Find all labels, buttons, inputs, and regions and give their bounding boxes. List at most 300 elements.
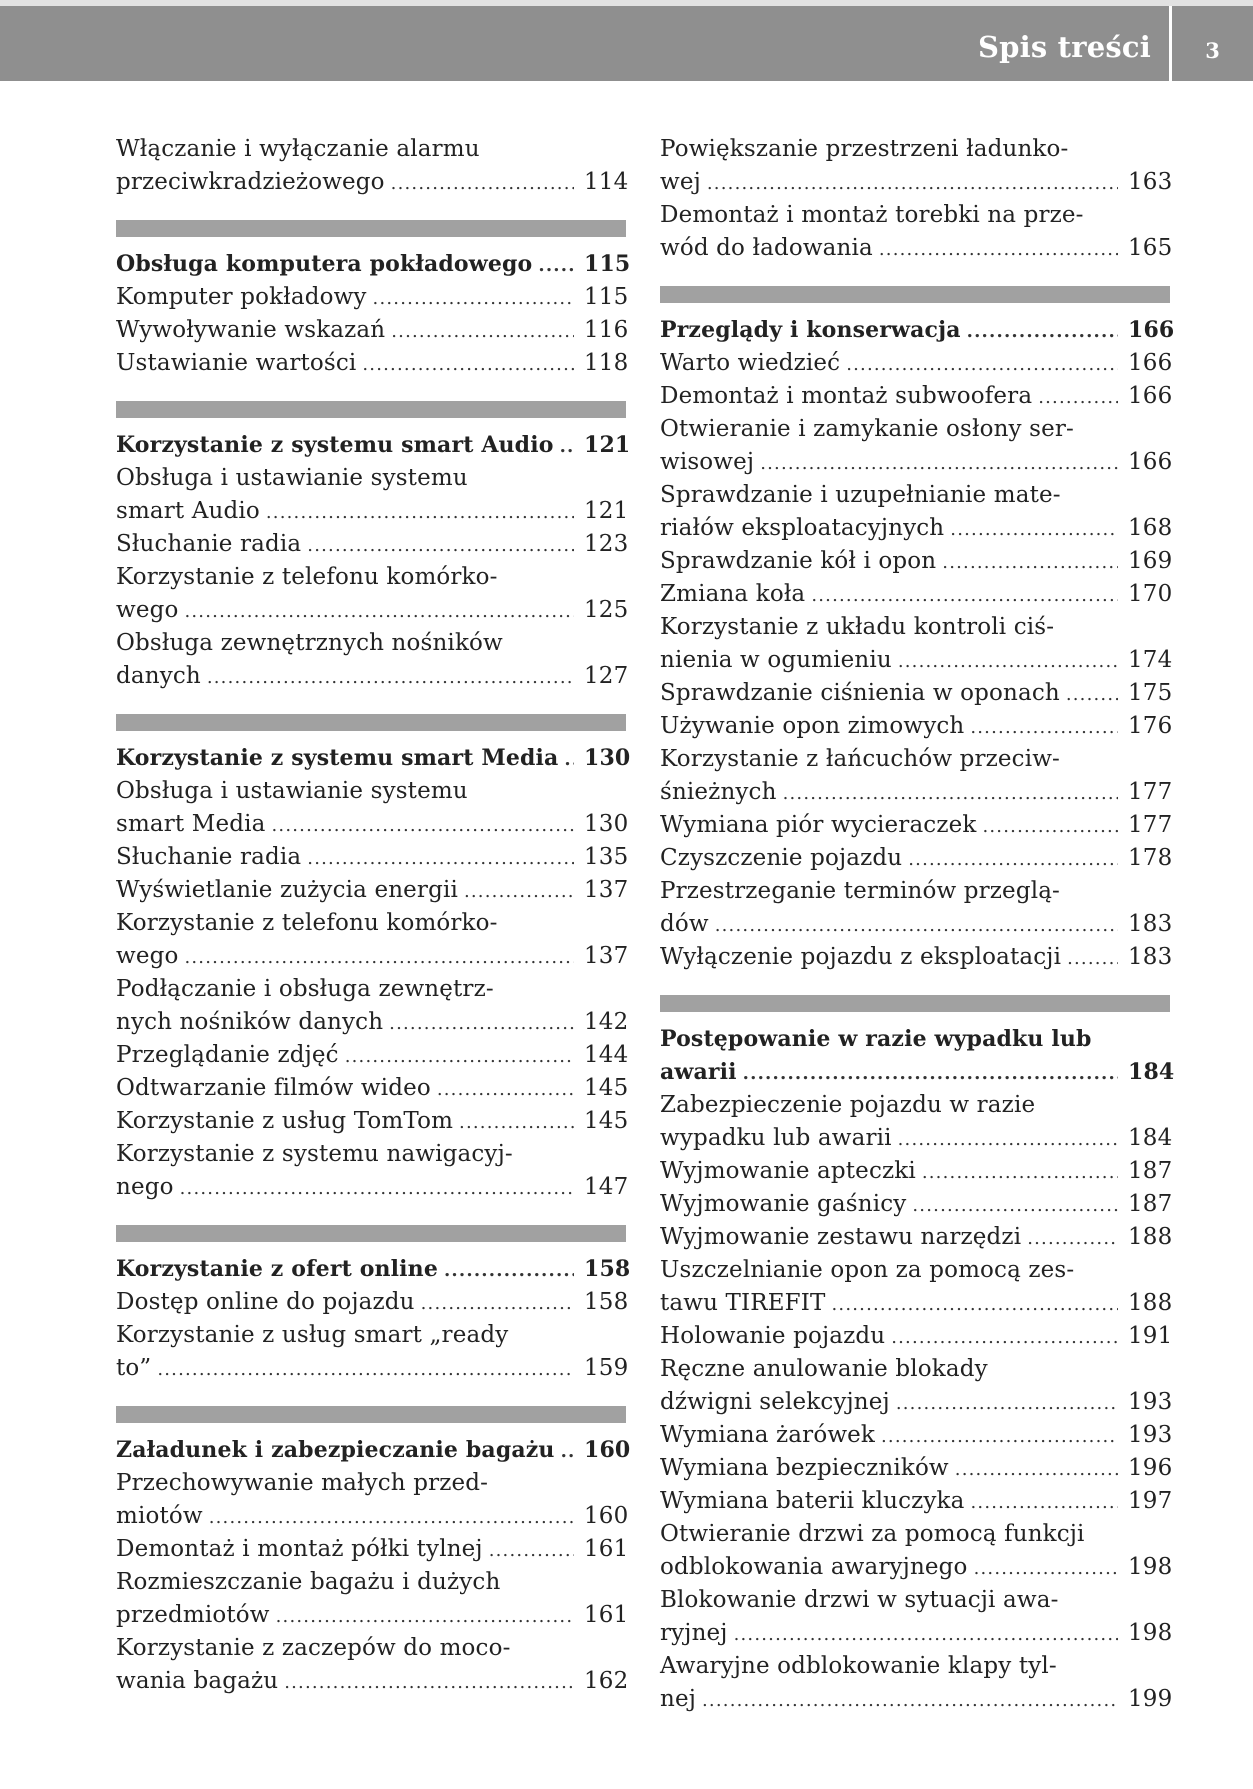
toc-entry-text: Odtwarzanie filmów wideo xyxy=(116,1075,431,1101)
toc-entry-text: Czyszczenie pojazdu xyxy=(660,845,903,871)
toc-section-heading[interactable] xyxy=(660,314,1175,347)
toc-entry-text: Zabezpieczenie pojazdu w razie xyxy=(660,1092,1036,1118)
toc-page-number: 188 xyxy=(1128,1224,1173,1250)
dot-leader xyxy=(760,447,1118,480)
dot-leader xyxy=(1066,678,1118,711)
toc-entry[interactable] xyxy=(660,1551,1173,1584)
dot-leader xyxy=(389,1007,574,1040)
toc-entry[interactable] xyxy=(116,627,626,660)
toc-entry[interactable] xyxy=(660,347,1173,380)
toc-page-number: 118 xyxy=(584,350,629,376)
toc-entry-text: wania bagażu xyxy=(116,1668,279,1694)
toc-page-number: 166 xyxy=(1128,317,1175,343)
toc-page-number: 115 xyxy=(584,251,631,277)
toc-section-heading[interactable] xyxy=(660,1056,1175,1089)
toc-entry-text: wego xyxy=(116,597,179,623)
toc-page-number: 127 xyxy=(584,663,629,689)
toc-entry[interactable] xyxy=(116,166,629,199)
toc-page-number: 187 xyxy=(1128,1191,1173,1217)
toc-entry-text: Blokowanie drzwi w sytuacji awa- xyxy=(660,1587,1059,1613)
toc-page-number: 159 xyxy=(584,1355,629,1381)
toc-page-number: 145 xyxy=(584,1108,629,1134)
toc-page-number: 137 xyxy=(584,943,629,969)
dot-leader xyxy=(444,1254,574,1287)
toc-entry-text: Demontaż i montaż subwoofera xyxy=(660,383,1033,409)
dot-leader xyxy=(391,167,574,200)
toc-entry[interactable] xyxy=(116,1533,629,1566)
toc-entry-text: Korzystanie z usług TomTom xyxy=(116,1108,454,1134)
toc-entry-text: Otwieranie i zamykanie osłony ser- xyxy=(660,416,1074,442)
toc-page-number: 193 xyxy=(1128,1389,1173,1415)
toc-page-number: 121 xyxy=(584,498,629,524)
toc-entry-text: Korzystanie z systemu smart Media xyxy=(116,745,559,771)
dot-leader xyxy=(209,1501,574,1534)
page-header xyxy=(0,6,1253,81)
section-separator-bar xyxy=(116,1225,626,1242)
toc-entry[interactable] xyxy=(116,1566,626,1599)
toc-section xyxy=(116,133,629,199)
toc-page-number: 184 xyxy=(1128,1125,1173,1151)
toc-section xyxy=(116,401,631,693)
toc-page-number: 177 xyxy=(1128,812,1173,838)
toc-entry-text: Sprawdzanie kół i opon xyxy=(660,548,937,574)
toc-section-heading[interactable] xyxy=(116,1253,631,1286)
dot-leader xyxy=(846,348,1118,381)
dot-leader xyxy=(266,496,574,529)
dot-leader xyxy=(707,167,1118,200)
toc-page-number: 125 xyxy=(584,597,629,623)
toc-page-number: 121 xyxy=(584,432,631,458)
toc-column-left xyxy=(116,133,631,1698)
dot-leader xyxy=(271,809,574,842)
toc-entry-text: przedmiotów xyxy=(116,1602,270,1628)
toc-entry[interactable] xyxy=(660,1155,1173,1188)
toc-entry[interactable] xyxy=(116,1599,629,1632)
dot-leader xyxy=(157,1353,574,1386)
dot-leader xyxy=(891,1321,1118,1354)
page-number: 3 xyxy=(1205,38,1220,63)
dot-leader xyxy=(489,1534,574,1567)
toc-entry[interactable] xyxy=(660,1452,1173,1485)
toc-entry-text: Przechowywanie małych przed- xyxy=(116,1470,489,1496)
toc-entry[interactable] xyxy=(116,1665,629,1698)
dot-leader xyxy=(955,1453,1118,1486)
toc-entry-text: riałów eksploatacyjnych xyxy=(660,515,945,541)
toc-entry-text: nych nośników danych xyxy=(116,1009,384,1035)
toc-entry-text: Korzystanie z telefonu komórko- xyxy=(116,910,498,936)
dot-leader xyxy=(1038,381,1118,414)
toc-entry-text: Podłączanie i obsługa zewnętrz- xyxy=(116,976,494,1002)
toc-section-heading[interactable] xyxy=(116,742,631,775)
toc-entry-text: dźwigni selekcyjnej xyxy=(660,1389,890,1415)
toc-entry[interactable] xyxy=(660,1683,1173,1716)
dot-leader xyxy=(898,645,1118,678)
toc-entry-text: Demontaż i montaż półki tylnej xyxy=(116,1536,483,1562)
toc-entry[interactable] xyxy=(660,1320,1173,1353)
section-separator-bar xyxy=(660,995,1170,1012)
toc-entry[interactable] xyxy=(660,380,1173,413)
toc-entry[interactable] xyxy=(660,842,1173,875)
toc-entry-text: Wyjmowanie gaśnicy xyxy=(660,1191,907,1217)
toc-entry-text: awarii xyxy=(660,1059,737,1085)
dot-leader xyxy=(362,348,574,381)
toc-page-number: 123 xyxy=(584,531,629,557)
toc-entry[interactable] xyxy=(116,841,629,874)
toc-entry[interactable] xyxy=(116,660,629,693)
dot-leader xyxy=(970,711,1118,744)
toc-entry-text: nienia w ogumieniu xyxy=(660,647,892,673)
toc-entry-text: Obsługa i ustawianie systemu xyxy=(116,465,468,491)
toc-page-number: 166 xyxy=(1128,449,1173,475)
toc-entry[interactable] xyxy=(660,413,1170,446)
dot-leader xyxy=(207,661,574,694)
toc-page-number: 144 xyxy=(584,1042,629,1068)
toc-entry-text: Ustawianie wartości xyxy=(116,350,357,376)
toc-entry[interactable] xyxy=(660,1287,1173,1320)
toc-entry[interactable] xyxy=(660,611,1170,644)
toc-entry[interactable] xyxy=(116,1352,629,1385)
toc-entry[interactable] xyxy=(660,908,1173,941)
toc-page-number: 176 xyxy=(1128,713,1173,739)
toc-section xyxy=(660,995,1175,1716)
toc-entry-text: to” xyxy=(116,1355,152,1381)
dot-leader xyxy=(1067,942,1118,975)
toc-page-number: 160 xyxy=(584,1437,631,1463)
toc-page-number: 115 xyxy=(584,284,629,310)
toc-entry-text: danych xyxy=(116,663,201,689)
toc-entry[interactable] xyxy=(660,1617,1173,1650)
toc-page-number: 114 xyxy=(584,169,629,195)
toc-page-number: 193 xyxy=(1128,1422,1173,1448)
dot-leader xyxy=(908,843,1118,876)
toc-page-number: 162 xyxy=(584,1668,629,1694)
dot-leader xyxy=(564,743,574,776)
dot-leader xyxy=(783,777,1118,810)
toc-page-number: 198 xyxy=(1128,1554,1173,1580)
toc-page-number: 169 xyxy=(1128,548,1173,574)
toc-entry[interactable] xyxy=(660,1650,1170,1683)
toc-page-number: 178 xyxy=(1128,845,1173,871)
toc-entry[interactable] xyxy=(660,875,1170,908)
toc-section-heading[interactable] xyxy=(116,1434,631,1467)
dot-leader xyxy=(831,1288,1118,1321)
dot-leader xyxy=(811,579,1118,612)
toc-entry[interactable] xyxy=(660,644,1173,677)
dot-leader xyxy=(881,1420,1118,1453)
toc-entry[interactable] xyxy=(116,1286,629,1319)
toc-section xyxy=(660,286,1175,974)
toc-entry-text: Obsługa i ustawianie systemu xyxy=(116,778,468,804)
dot-leader xyxy=(284,1666,574,1699)
toc-section-heading[interactable] xyxy=(116,429,631,462)
toc-entry[interactable] xyxy=(116,1500,629,1533)
toc-entry[interactable] xyxy=(116,1072,629,1105)
toc-entry-text: Korzystanie z zaczepów do moco- xyxy=(116,1635,511,1661)
toc-entry-text: Wyświetlanie zużycia energii xyxy=(116,877,458,903)
toc-entry-text: przeciwkradzieżowego xyxy=(116,169,385,195)
toc-entry-text: ryjnej xyxy=(660,1620,728,1646)
toc-page-number: 147 xyxy=(584,1174,629,1200)
dot-leader xyxy=(898,1123,1118,1156)
dot-leader xyxy=(942,546,1118,579)
dot-leader xyxy=(715,909,1118,942)
toc-entry[interactable] xyxy=(660,578,1173,611)
toc-entry[interactable] xyxy=(660,1419,1173,1452)
dot-leader xyxy=(561,1435,574,1468)
toc-page-number: 199 xyxy=(1128,1686,1173,1712)
toc-section xyxy=(116,1225,631,1385)
section-separator-bar xyxy=(660,286,1170,303)
toc-entry-text: Awaryjne odblokowanie klapy tyl- xyxy=(660,1653,1057,1679)
toc-entry[interactable] xyxy=(116,1105,629,1138)
toc-page-number: 166 xyxy=(1128,383,1173,409)
section-separator-bar xyxy=(116,220,626,237)
toc-entry-text: Wyjmowanie apteczki xyxy=(660,1158,916,1184)
toc-section-heading[interactable] xyxy=(660,1023,1170,1056)
toc-entry[interactable] xyxy=(116,1632,626,1665)
dot-leader xyxy=(184,595,574,628)
toc-entry-text: smart Audio xyxy=(116,498,260,524)
dot-leader xyxy=(373,282,574,315)
toc-page-number: 116 xyxy=(584,317,629,343)
toc-entry-text: tawu TIREFIT xyxy=(660,1290,826,1316)
toc-entry[interactable] xyxy=(116,940,629,973)
dot-leader xyxy=(184,941,574,974)
toc-entry-text: Obsługa zewnętrznych nośników xyxy=(116,630,503,656)
dot-leader xyxy=(982,810,1118,843)
toc-page-number: 158 xyxy=(584,1256,631,1282)
section-separator-bar xyxy=(116,1406,626,1423)
toc-entry[interactable] xyxy=(660,479,1170,512)
toc-entry[interactable] xyxy=(116,775,626,808)
toc-entry-text: Słuchanie radia xyxy=(116,844,302,870)
toc-page-number: 137 xyxy=(584,877,629,903)
toc-entry[interactable] xyxy=(660,1485,1173,1518)
toc-entry-text: Korzystanie z układu kontroli ciś- xyxy=(660,614,1055,640)
dot-leader xyxy=(391,315,574,348)
toc-entry-text: Dostęp online do pojazdu xyxy=(116,1289,415,1315)
toc-entry[interactable] xyxy=(116,347,629,380)
toc-section xyxy=(116,220,631,380)
dot-leader xyxy=(180,1172,574,1205)
toc-entry-text: Wymiana baterii kluczyka xyxy=(660,1488,965,1514)
toc-entry-text: Przeglądy i konserwacja xyxy=(660,317,961,343)
toc-entry[interactable] xyxy=(116,808,629,841)
toc-entry-text: Przestrzeganie terminów przeglą- xyxy=(660,878,1060,904)
toc-entry-text: Uszczelnianie opon za pomocą zes- xyxy=(660,1257,1075,1283)
toc-entry-text: Obsługa komputera pokładowego xyxy=(116,251,533,277)
toc-entry[interactable] xyxy=(660,1353,1170,1386)
toc-entry-text: Załadunek i zabezpieczanie bagażu xyxy=(116,1437,555,1463)
toc-entry-text: Sprawdzanie i uzupełnianie mate- xyxy=(660,482,1061,508)
toc-entry[interactable] xyxy=(116,907,626,940)
toc-page-number: 187 xyxy=(1128,1158,1173,1184)
toc-page-number: 145 xyxy=(584,1075,629,1101)
toc-entry[interactable] xyxy=(116,1138,626,1171)
toc-entry[interactable] xyxy=(116,561,626,594)
toc-page-number: 197 xyxy=(1128,1488,1173,1514)
toc-entry-text: smart Media xyxy=(116,811,266,837)
toc-page-number: 135 xyxy=(584,844,629,870)
toc-page-number: 142 xyxy=(584,1009,629,1035)
dot-leader xyxy=(437,1073,574,1106)
toc-entry[interactable] xyxy=(660,1089,1170,1122)
toc-entry[interactable] xyxy=(660,1386,1173,1419)
toc-entry[interactable] xyxy=(116,133,626,166)
toc-page-number: 170 xyxy=(1128,581,1173,607)
dot-leader xyxy=(879,233,1118,266)
section-separator-bar xyxy=(116,401,626,418)
toc-entry[interactable] xyxy=(116,973,626,1006)
toc-page-number: 175 xyxy=(1128,680,1173,706)
toc-entry[interactable] xyxy=(116,1171,629,1204)
toc-entry[interactable] xyxy=(116,1006,629,1039)
toc-entry-text: Korzystanie z usług smart „ready xyxy=(116,1322,509,1348)
toc-entry[interactable] xyxy=(660,133,1170,166)
toc-entry-text: Ręczne anulowanie blokady xyxy=(660,1356,988,1382)
dot-leader xyxy=(743,1057,1118,1090)
toc-entry[interactable] xyxy=(660,1518,1170,1551)
toc-entry-text: miotów xyxy=(116,1503,203,1529)
toc-page-number: 168 xyxy=(1128,515,1173,541)
toc-entry-text: Korzystanie z systemu nawigacyj- xyxy=(116,1141,513,1167)
toc-entry-text: Wyjmowanie zestawu narzędzi xyxy=(660,1224,1022,1250)
toc-entry-text: Komputer pokładowy xyxy=(116,284,367,310)
toc-page-number: 163 xyxy=(1128,169,1173,195)
dot-leader xyxy=(974,1552,1118,1585)
dot-leader xyxy=(459,1106,574,1139)
dot-leader xyxy=(560,430,574,463)
toc-entry[interactable] xyxy=(660,446,1173,479)
toc-entry[interactable] xyxy=(116,594,629,627)
toc-entry-text: Włączanie i wyłączanie alarmu xyxy=(116,136,480,162)
toc-entry-text: odblokowania awaryjnego xyxy=(660,1554,968,1580)
toc-section xyxy=(116,714,631,1204)
dot-leader xyxy=(971,1486,1119,1519)
toc-entry-text: wego xyxy=(116,943,179,969)
toc-page-number: 130 xyxy=(584,811,629,837)
toc-entry-text: wisowej xyxy=(660,449,755,475)
toc-section xyxy=(660,133,1173,265)
toc-entry-text: Wymiana bezpieczników xyxy=(660,1455,949,1481)
toc-entry-text: Wyłączenie pojazdu z eksploatacji xyxy=(660,944,1062,970)
toc-entry[interactable] xyxy=(660,776,1173,809)
toc-entry[interactable] xyxy=(116,1039,629,1072)
toc-page-number: 161 xyxy=(584,1536,629,1562)
toc-page-number: 188 xyxy=(1128,1290,1173,1316)
toc-entry[interactable] xyxy=(116,528,629,561)
toc-entry-text: Powiększanie przestrzeni ładunko- xyxy=(660,136,1069,162)
toc-section xyxy=(116,1406,631,1698)
toc-entry-text: Otwieranie drzwi za pomocą funkcji xyxy=(660,1521,1085,1547)
toc-page-number: 174 xyxy=(1128,647,1173,673)
toc-entry-text: Zmiana koła xyxy=(660,581,806,607)
dot-leader xyxy=(538,249,574,282)
page-title: Spis treści xyxy=(978,30,1151,64)
toc-entry-text: Wymiana żarówek xyxy=(660,1422,875,1448)
dot-leader xyxy=(307,529,574,562)
toc-entry-text: Korzystanie z ofert online xyxy=(116,1256,438,1282)
toc-entry-text: Sprawdzanie ciśnienia w oponach xyxy=(660,680,1060,706)
toc-entry-text: Warto wiedzieć xyxy=(660,350,841,376)
toc-page-number: 161 xyxy=(584,1602,629,1628)
toc-page-number: 183 xyxy=(1128,911,1173,937)
toc-entry-text: nej xyxy=(660,1686,697,1712)
toc-entry-text: dów xyxy=(660,911,709,937)
toc-entry-text: wej xyxy=(660,169,701,195)
toc-entry-text: Korzystanie z systemu smart Audio xyxy=(116,432,554,458)
dot-leader xyxy=(276,1600,574,1633)
toc-entry-text: Korzystanie z telefonu komórko- xyxy=(116,564,498,590)
dot-leader xyxy=(421,1287,574,1320)
toc-entry[interactable] xyxy=(116,281,629,314)
dot-leader xyxy=(345,1040,574,1073)
toc-entry[interactable] xyxy=(116,1319,626,1352)
dot-leader xyxy=(896,1387,1118,1420)
toc-page-number: 196 xyxy=(1128,1455,1173,1481)
dot-leader xyxy=(967,315,1118,348)
toc-entry-text: Postępowanie w razie wypadku lub xyxy=(660,1026,1092,1052)
toc-section-heading[interactable] xyxy=(116,248,631,281)
toc-entry-text: nego xyxy=(116,1174,174,1200)
toc-entry[interactable] xyxy=(660,1188,1173,1221)
toc-entry[interactable] xyxy=(660,941,1173,974)
toc-entry-text: wypadku lub awarii xyxy=(660,1125,892,1151)
toc-entry[interactable] xyxy=(116,1467,626,1500)
toc-entry[interactable] xyxy=(660,710,1173,743)
toc-entry[interactable] xyxy=(660,1221,1173,1254)
toc-entry[interactable] xyxy=(660,512,1173,545)
toc-page-number: 198 xyxy=(1128,1620,1173,1646)
toc-entry[interactable] xyxy=(116,495,629,528)
dot-leader xyxy=(464,875,574,908)
toc-column-right xyxy=(660,133,1175,1716)
toc-entry[interactable] xyxy=(660,743,1170,776)
toc-page-number: 130 xyxy=(584,745,631,771)
toc-page-number: 191 xyxy=(1128,1323,1173,1349)
dot-leader xyxy=(307,842,574,875)
dot-leader xyxy=(734,1618,1118,1651)
dot-leader xyxy=(922,1156,1118,1189)
toc-entry[interactable] xyxy=(116,874,629,907)
toc-entry[interactable] xyxy=(660,1122,1173,1155)
toc-entry-text: Przeglądanie zdjęć xyxy=(116,1042,339,1068)
toc-entry[interactable] xyxy=(116,462,626,495)
toc-entry[interactable] xyxy=(660,809,1173,842)
toc-entry[interactable] xyxy=(116,314,629,347)
dot-leader xyxy=(702,1684,1118,1717)
toc-entry[interactable] xyxy=(660,1254,1170,1287)
section-separator-bar xyxy=(116,714,626,731)
toc-entry-text: śnieżnych xyxy=(660,779,777,805)
toc-entry-text: Korzystanie z łańcuchów przeciw- xyxy=(660,746,1060,772)
toc-page-number: 160 xyxy=(584,1503,629,1529)
toc-entry[interactable] xyxy=(660,677,1173,710)
toc-entry[interactable] xyxy=(660,166,1173,199)
dot-leader xyxy=(912,1189,1118,1222)
toc-entry-text: Demontaż i montaż torebki na prze- xyxy=(660,202,1084,228)
toc-entry[interactable] xyxy=(660,545,1173,578)
toc-page-number: 183 xyxy=(1128,944,1173,970)
toc-page-number: 158 xyxy=(584,1289,629,1315)
toc-entry[interactable] xyxy=(660,1584,1170,1617)
toc-entry-text: Wymiana piór wycieraczek xyxy=(660,812,977,838)
toc-page-number: 165 xyxy=(1128,235,1173,261)
toc-entry[interactable] xyxy=(660,232,1173,265)
toc-entry[interactable] xyxy=(660,199,1170,232)
toc-entry-text: Słuchanie radia xyxy=(116,531,302,557)
toc-page-number: 166 xyxy=(1128,350,1173,376)
